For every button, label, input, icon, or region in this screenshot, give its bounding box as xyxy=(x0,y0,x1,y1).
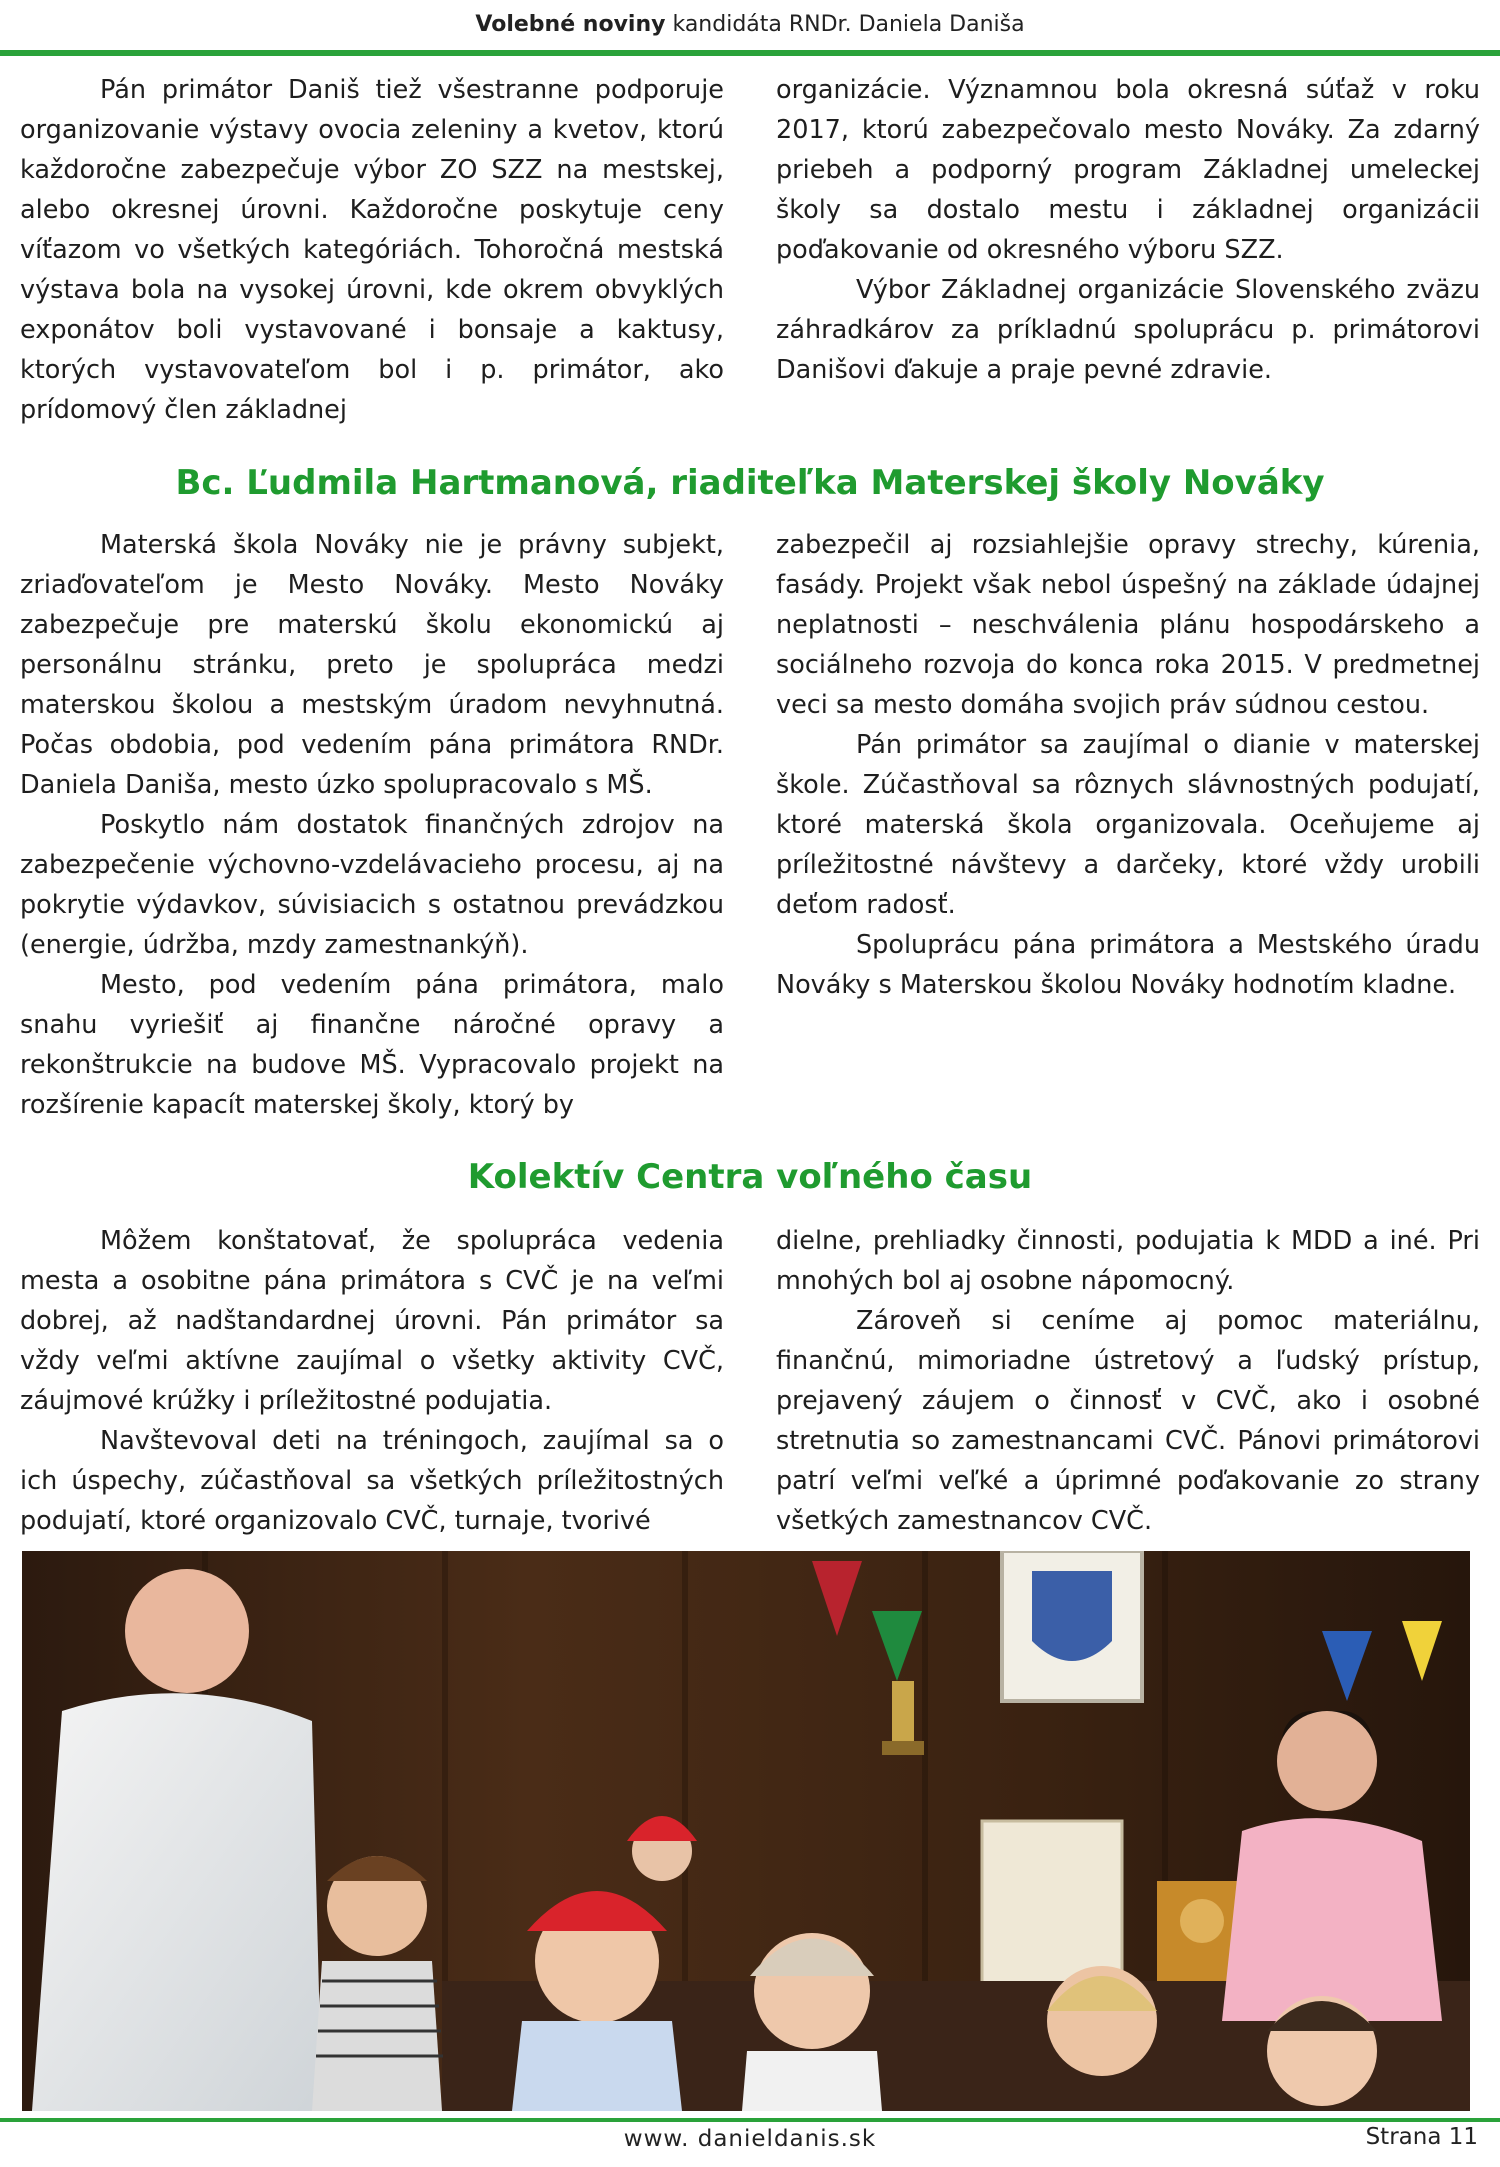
section2-right-paragraph: Spoluprácu pána primátora a Mestského úradu Nováky s Materskou školou Nováky hodnotím kladne. xyxy=(776,930,1480,1000)
section3-heading: Kolektív Centra voľného času xyxy=(467,1157,1033,1197)
page-number: Strana 11 xyxy=(1365,2124,1478,2150)
section2-left-paragraph: Poskytlo nám dostatok finančných zdrojov na zabezpečenie výchovno-vzdelávacieho procesu, aj na pokrytie výdavkov, súvisiacich s ostatnou prevádzkou (energie, údržba, mzdy zamestnankýň). xyxy=(20,810,724,960)
section1-right-paragraph: organizácie. Významnou bola okresná súťaž v roku 2017, ktorú zabezpečovalo mesto Nováky. Za zdarný priebeh a podporný program Základnej umeleckej školy sa dostalo mestu i základnej organizácii poďakovanie od okresného výboru SZZ. xyxy=(776,75,1480,265)
section2-left-column xyxy=(20,525,724,1125)
section1-left-paragraph: Pán primátor Daniš tiež všestranne podporuje organizovanie výstavy ovocia zeleniny a kvetov, ktorú každoročne zabezpečuje výbor ZO SZZ na mestskej, alebo okresnej úrovni. Každoročne poskytuje ceny víťazom vo všetkých kategóriách. Tohoročná mestská výstava bola na vysokej úrovni, kde okrem obvyklých exponátov boli vystavované i bonsaje a kaktusy, ktorých vystavovateľom bol i p. primátor, ako prídomový člen základnej xyxy=(20,75,724,425)
section3-right-paragraph: Zároveň si ceníme aj pomoc materiálnu, finančnú, mimoriadne ústretový a ľudský prístup, prejavený záujem o činnosť v CVČ, ako i osobné stretnutia so zamestnancami CVČ. Pánovi primátorovi patrí veľmi veľké a úprimné poďakovanie zo strany všetkých zamestnancov CVČ. xyxy=(776,1306,1480,1536)
event-photo xyxy=(22,1551,1470,2111)
event-photo-illustration xyxy=(22,1551,1470,2111)
section3-left-paragraph: Môžem konštatovať, že spolupráca vedenia mesta a osobitne pána primátora s CVČ je na veľmi dobrej, až nadštandardnej úrovni. Pán primátor sa vždy veľmi aktívne zaujímal o všetky aktivity CVČ, záujmové krúžky i príležitostné podujatia. xyxy=(20,1226,724,1416)
section2-heading: Bc. Ľudmila Hartmanová, riaditeľka Materskej školy Nováky xyxy=(175,463,1325,503)
section1-left-column xyxy=(20,70,724,430)
section2-left-paragraph: Mesto, pod vedením pána primátora, malo snahu vyriešiť aj finančne náročné opravy a rekonštrukcie na budove MŠ. Vypracovalo projekt na rozšírenie kapacít materskej školy, ktorý by xyxy=(20,970,724,1120)
section3-right-paragraph: dielne, prehliadky činnosti, podujatia k MDD a iné. Pri mnohých bol aj osobne nápomocný. xyxy=(776,1226,1480,1296)
section2-right-column xyxy=(776,525,1480,1005)
page-header xyxy=(0,0,1500,52)
section3-right-column xyxy=(776,1221,1480,1541)
footer-divider xyxy=(0,2118,1500,2122)
section3-left-column xyxy=(20,1221,724,1541)
section1-right-column xyxy=(776,70,1480,390)
footer-website: www. danieldanis.sk xyxy=(623,2126,877,2152)
header-title-bold: Volebné noviny xyxy=(475,12,666,37)
section2-right-paragraph: zabezpečil aj rozsiahlejšie opravy strechy, kúrenia, fasády. Projekt však nebol úspešný na základe údajnej neplatnosti – neschválenia plánu hospodárskeho a sociálneho rozvoja do konca roka 2015. V predmetnej veci sa mesto domáha svojich práv súdnou cestou. xyxy=(776,530,1480,720)
section3-left-paragraph: Navštevoval deti na tréningoch, zaujímal sa o ich úspechy, zúčastňoval sa všetkých príležitostných podujatí, ktoré organizovalo CVČ, turnaje, tvorivé xyxy=(20,1426,724,1536)
section2-right-paragraph: Pán primátor sa zaujímal o dianie v materskej škole. Zúčastňoval sa rôznych slávnostných podujatí, ktoré materská škola organizovala. Oceňujeme aj príležitostné návštevy a darčeky, ktoré vždy urobili deťom radosť. xyxy=(776,730,1480,920)
section1-right-paragraph: Výbor Základnej organizácie Slovenského zväzu záhradkárov za príkladnú spoluprácu p. primátorovi Danišovi ďakuje a praje pevné zdravie. xyxy=(776,275,1480,385)
header-divider xyxy=(0,50,1500,56)
section2-left-paragraph: Materská škola Nováky nie je právny subjekt, zriaďovateľom je Mesto Nováky. Mesto Nováky zabezpečuje pre materskú školu ekonomickú aj personálnu stránku, preto je spolupráca medzi materskou školou a mestským úradom nevyhnutná. Počas obdobia, pod vedením pána primátora RNDr. Daniela Daniša, mesto úzko spolupracovalo s MŠ. xyxy=(20,530,724,800)
header-title-rest: kandidáta RNDr. Daniela Daniša xyxy=(672,12,1025,37)
